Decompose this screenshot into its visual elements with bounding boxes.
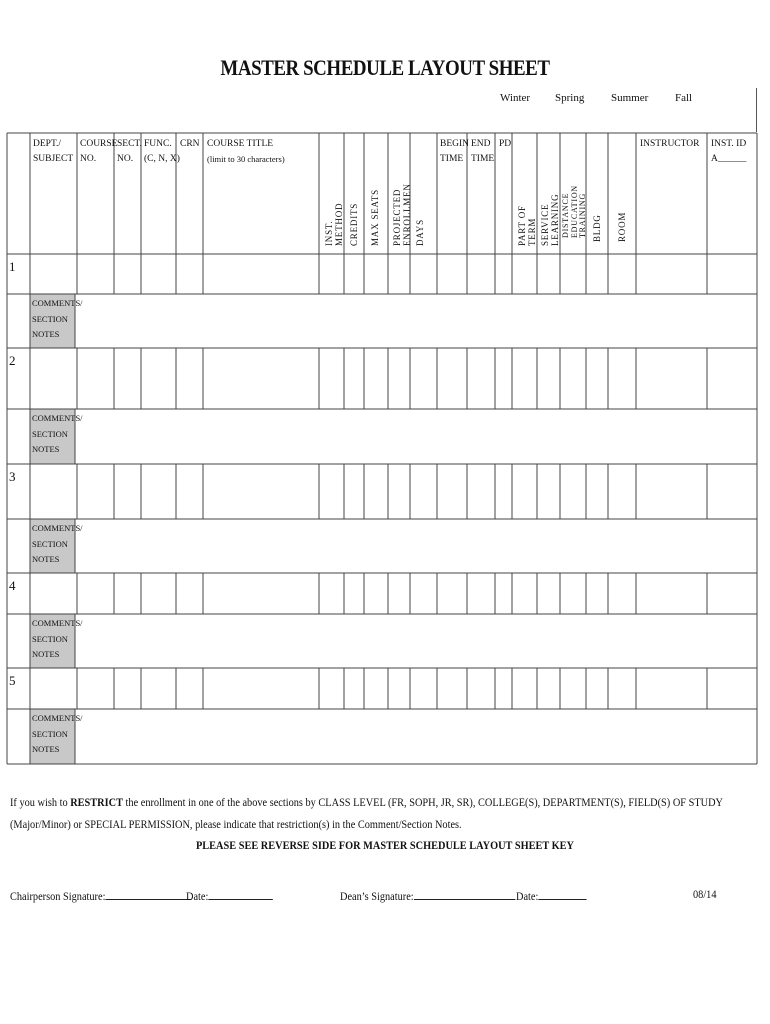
term-summer: Summer bbox=[611, 92, 649, 104]
header-service-learning bbox=[540, 194, 560, 246]
comment-line3: NOTES bbox=[32, 444, 60, 454]
row-number-2: 2 bbox=[9, 353, 16, 368]
header-distance-line2: EDUCATION bbox=[569, 185, 579, 238]
restrict-note-pre: If you wish to bbox=[10, 795, 71, 809]
header-func-line2: (C, N, X) bbox=[144, 154, 180, 164]
term-winter: Winter bbox=[500, 92, 531, 104]
header-max-seats: MAX SEATS bbox=[370, 189, 380, 246]
header-sect-line2: NO. bbox=[117, 154, 134, 164]
row-number-5: 5 bbox=[9, 673, 16, 688]
dean-date-line[interactable] bbox=[538, 887, 586, 900]
row-number-1: 1 bbox=[9, 259, 16, 274]
comment-line3: NOTES bbox=[32, 329, 60, 339]
header-credits: CREDITS bbox=[349, 202, 359, 246]
comment-label-3 bbox=[32, 521, 83, 568]
comment-line1: COMMENTS/ bbox=[32, 413, 83, 423]
header-end-line2: TIME bbox=[471, 154, 495, 164]
dean-date-label: Date: bbox=[516, 889, 539, 903]
header-func bbox=[144, 137, 180, 167]
header-projected-line1: PROJECTED bbox=[392, 188, 402, 246]
comment-line1: COMMENTS/ bbox=[32, 713, 83, 723]
header-part-of-term bbox=[517, 205, 537, 246]
chair-signature-line[interactable] bbox=[105, 887, 191, 900]
reverse-side-note: PLEASE SEE REVERSE SIDE FOR MASTER SCHEDULE LAYOUT SHEET KEY bbox=[195, 838, 575, 852]
comment-label-5 bbox=[32, 711, 83, 758]
header-end-time bbox=[471, 137, 494, 167]
term-fall: Fall bbox=[675, 92, 693, 104]
header-end-line1: END bbox=[471, 139, 491, 149]
header-title-line1: COURSE TITLE bbox=[207, 139, 274, 149]
header-instid-line2: A______ bbox=[711, 154, 747, 164]
header-bldg: BLDG bbox=[592, 214, 602, 242]
header-instid-line1: INST. ID bbox=[711, 139, 747, 149]
header-part-line2: TERM bbox=[527, 217, 537, 246]
header-inst-method bbox=[324, 203, 344, 246]
header-service-line2: LEARNING bbox=[550, 193, 560, 246]
header-days: DAYS bbox=[415, 219, 425, 246]
header-begin-line2: TIME bbox=[440, 154, 464, 164]
comment-line2: SECTION bbox=[32, 538, 68, 549]
header-dept-line1: DEPT./ bbox=[33, 139, 62, 149]
comment-line3: NOTES bbox=[32, 554, 60, 564]
header-distance-line3: TRAINING bbox=[578, 192, 587, 238]
comment-line1: COMMENTS/ bbox=[32, 298, 83, 308]
chair-date-line[interactable] bbox=[208, 887, 272, 900]
header-crn: CRN bbox=[180, 139, 200, 149]
restrict-note-post: the enrollment in one of the above sections by CLASS LEVEL (FR, SOPH, JR, SR), COLLEGE(S), DEPARTMENT(S), FIELD(S) OF STUDY (Major/Minor) or SPECIAL PERMISSION, please indicate that restriction(s) in the Comment/Section Notes. bbox=[10, 795, 723, 831]
term-spring: Spring bbox=[555, 92, 585, 104]
header-inst-id bbox=[711, 137, 746, 167]
chair-date bbox=[186, 887, 273, 904]
header-sect-no bbox=[117, 137, 142, 167]
row-number-3: 3 bbox=[9, 469, 16, 484]
header-instructor: INSTRUCTOR bbox=[640, 139, 700, 149]
comment-label-1 bbox=[32, 296, 83, 343]
comment-line1: COMMENTS/ bbox=[32, 618, 83, 628]
header-dept-line2: SUBJECT bbox=[33, 154, 74, 164]
page-title: MASTER SCHEDULE LAYOUT SHEET bbox=[220, 55, 550, 80]
header-inst-line2: METHOD bbox=[334, 202, 344, 246]
comment-line2: SECTION bbox=[32, 728, 68, 739]
header-distance-education bbox=[562, 185, 588, 238]
header-func-line1: FUNC. bbox=[144, 139, 172, 149]
comment-line1: COMMENTS/ bbox=[32, 523, 83, 533]
dean-signature bbox=[340, 887, 515, 904]
chair-date-label: Date: bbox=[186, 889, 209, 903]
header-part-line1: PART OF bbox=[517, 205, 527, 246]
comment-line2: SECTION bbox=[32, 428, 68, 439]
comment-line3: NOTES bbox=[32, 744, 60, 754]
restrict-note bbox=[10, 791, 763, 835]
header-service-line1: SERVICE bbox=[540, 203, 550, 246]
header-inst-line1: INST. bbox=[324, 220, 334, 246]
header-course-title bbox=[207, 137, 285, 167]
comment-label-2 bbox=[32, 411, 83, 458]
header-dept-subject bbox=[33, 137, 73, 167]
form-version-code: 08/14 bbox=[693, 887, 717, 901]
header-distance-line1: DISTANCE bbox=[561, 192, 570, 238]
header-sect-line1: SECT. bbox=[117, 139, 142, 149]
dean-signature-label: Dean’s Signature: bbox=[340, 889, 414, 903]
dean-signature-line[interactable] bbox=[414, 887, 515, 900]
header-course-line2: NO. bbox=[80, 154, 97, 164]
header-projected-line2: ENROLLMEN bbox=[402, 183, 412, 246]
header-begin-line1: BEGIN bbox=[440, 139, 470, 149]
chair-signature-label: Chairperson Signature: bbox=[10, 889, 106, 903]
header-course-line1: COURSE bbox=[80, 139, 118, 149]
header-begin-time bbox=[440, 137, 469, 167]
chair-signature bbox=[10, 887, 191, 904]
comment-line2: SECTION bbox=[32, 313, 68, 324]
header-room: ROOM bbox=[617, 211, 627, 242]
header-projected-enrollment bbox=[392, 183, 412, 246]
dean-date bbox=[516, 887, 587, 904]
comment-label-4 bbox=[32, 616, 83, 663]
header-course-no bbox=[80, 137, 117, 167]
restrict-note-bold: RESTRICT bbox=[70, 795, 123, 809]
comment-line3: NOTES bbox=[32, 649, 60, 659]
comment-line2: SECTION bbox=[32, 633, 68, 644]
header-title-line2: (limit to 30 characters) bbox=[207, 154, 285, 164]
header-pd: PD bbox=[499, 139, 512, 149]
row-number-4: 4 bbox=[9, 578, 16, 593]
